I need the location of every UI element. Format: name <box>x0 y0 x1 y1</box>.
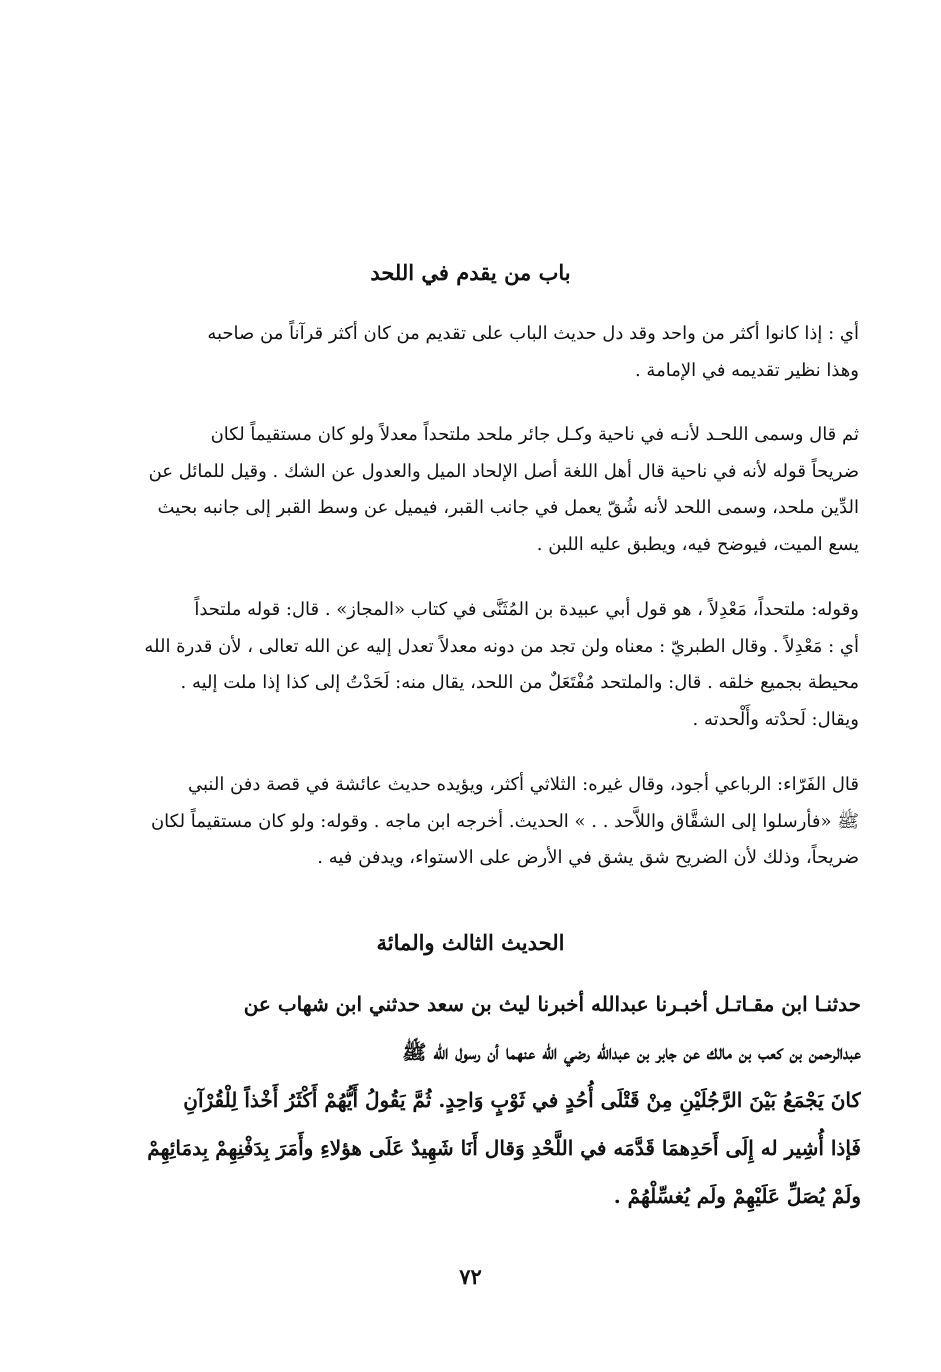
text-line: ﷺ «فأرسلوا إلى الشقَّاق واللاَّحد . . » الحديث. أخرجه ابن ماجه . وقوله: ولو كان مستقيماً لكان <box>150 810 859 832</box>
page-number: ٧٢ <box>459 1264 482 1289</box>
hadith-line: ولَمْ يُصَلِّ عَلَيْهِمْ ولَم يُغسِّلْهُمْ . <box>613 1184 861 1208</box>
text-line: الدِّين ملحد، وسمى اللحد لأنه شُقّ يعمل في جانب القبر، فيميل عن وسط القبر إلى جانبه بحيث <box>157 497 859 518</box>
text-line: محيطة بجميع خلقه . قال: والملتحد مُفْتَعَلٌ من اللحد، يقال منه: لَحَدْتُ إلى كذا إذا ملت إليه . <box>180 672 859 693</box>
text-line: ثم قال وسمى اللحـد لأنـه في ناحية وكـل جائر ملحد ملتحداً معدلاً ولو كان مستقيماً لكان <box>210 424 859 445</box>
paragraph-1 <box>79 316 859 389</box>
hadith-text <box>79 980 861 1220</box>
text-line: يسع الميت، فيوضح فيه، ويطبق عليه اللبن . <box>536 533 859 555</box>
text-line: أي : مَعْدِلاً . وقال الطبريّ : معناه ولن تجد من دونه معدلاً تعدل إليه عن الله تعالى ، لأن قدرة الله <box>144 635 859 657</box>
text-line: أي : إذا كانوا أكثر من واحد وقد دل حديث الباب على تقديم من كان أكثر قرآناً من صاحبه <box>207 323 859 344</box>
text-line: ضريحاً، وذلك لأن الضريح شق يشق في الأرض على الاستواء، ويدفن فيه . <box>317 847 859 868</box>
hadith-line: حدثنـا ابن مقـاتـل أخبـرنا عبدالله أخبرنا ليث بن سعد حدثني ابن شهاب عن <box>243 992 861 1016</box>
hadith-title: الحديث الثالث والمائة <box>376 930 565 955</box>
text-line: ويقال: لَحدْته وأَلْحدته . <box>692 708 859 730</box>
paragraph-2 <box>79 417 859 563</box>
text-line: قال الفَرّاء: الرباعي أجود، وقال غيره: الثلاثي أكثر، ويؤيده حديث عائشة في قصة دفن النبي <box>187 774 859 795</box>
hadith-line: كانَ يَجْمَعُ بَيْنَ الرَّجُلَيْنِ مِنْ قَتْلَى أُحُدٍ في ثَوْبٍ وَاحِدٍ. ثُمَّ يَقُولُ أَيُّهُمْ أَكْثَرُ أَخْذاً لِلْقُرْآنِ <box>183 1088 861 1112</box>
text-line: وهذا نظير تقديمه في الإمامة . <box>634 359 859 381</box>
chapter-title: باب من يقدم في اللحد <box>370 260 571 285</box>
paragraph-4 <box>79 767 859 877</box>
paragraph-3 <box>79 592 859 738</box>
hadith-line: فَإذا أُشِير له إِلَى أَحَدِهمَا قَدَّمَه في اللَّحْدِ وَقال أَنَا شَهِيدٌ عَلَى هؤلاءِ وأَمَرَ بِدَفْنِهِمْ بِدمَائِهِمْ <box>147 1136 861 1160</box>
text-line: وقوله: ملتحداً، مَعْدِلاً ، هو قول أبي عبيدة بن المُثَنَّى في كتاب «المجاز» . قال: قوله ملتحداً <box>194 599 859 620</box>
text-line: ضريحاً قوله لأنه في ناحية قال أهل اللغة أصل الإلحاد الميل والعدول عن الشك . وقيل للمائل عن <box>148 460 859 482</box>
hadith-line: عبدالرحمن بن كعب بن مالك عن جابر بن عبدالله رضي الله عنهما أن رسول الله ﷺ <box>402 1040 861 1064</box>
